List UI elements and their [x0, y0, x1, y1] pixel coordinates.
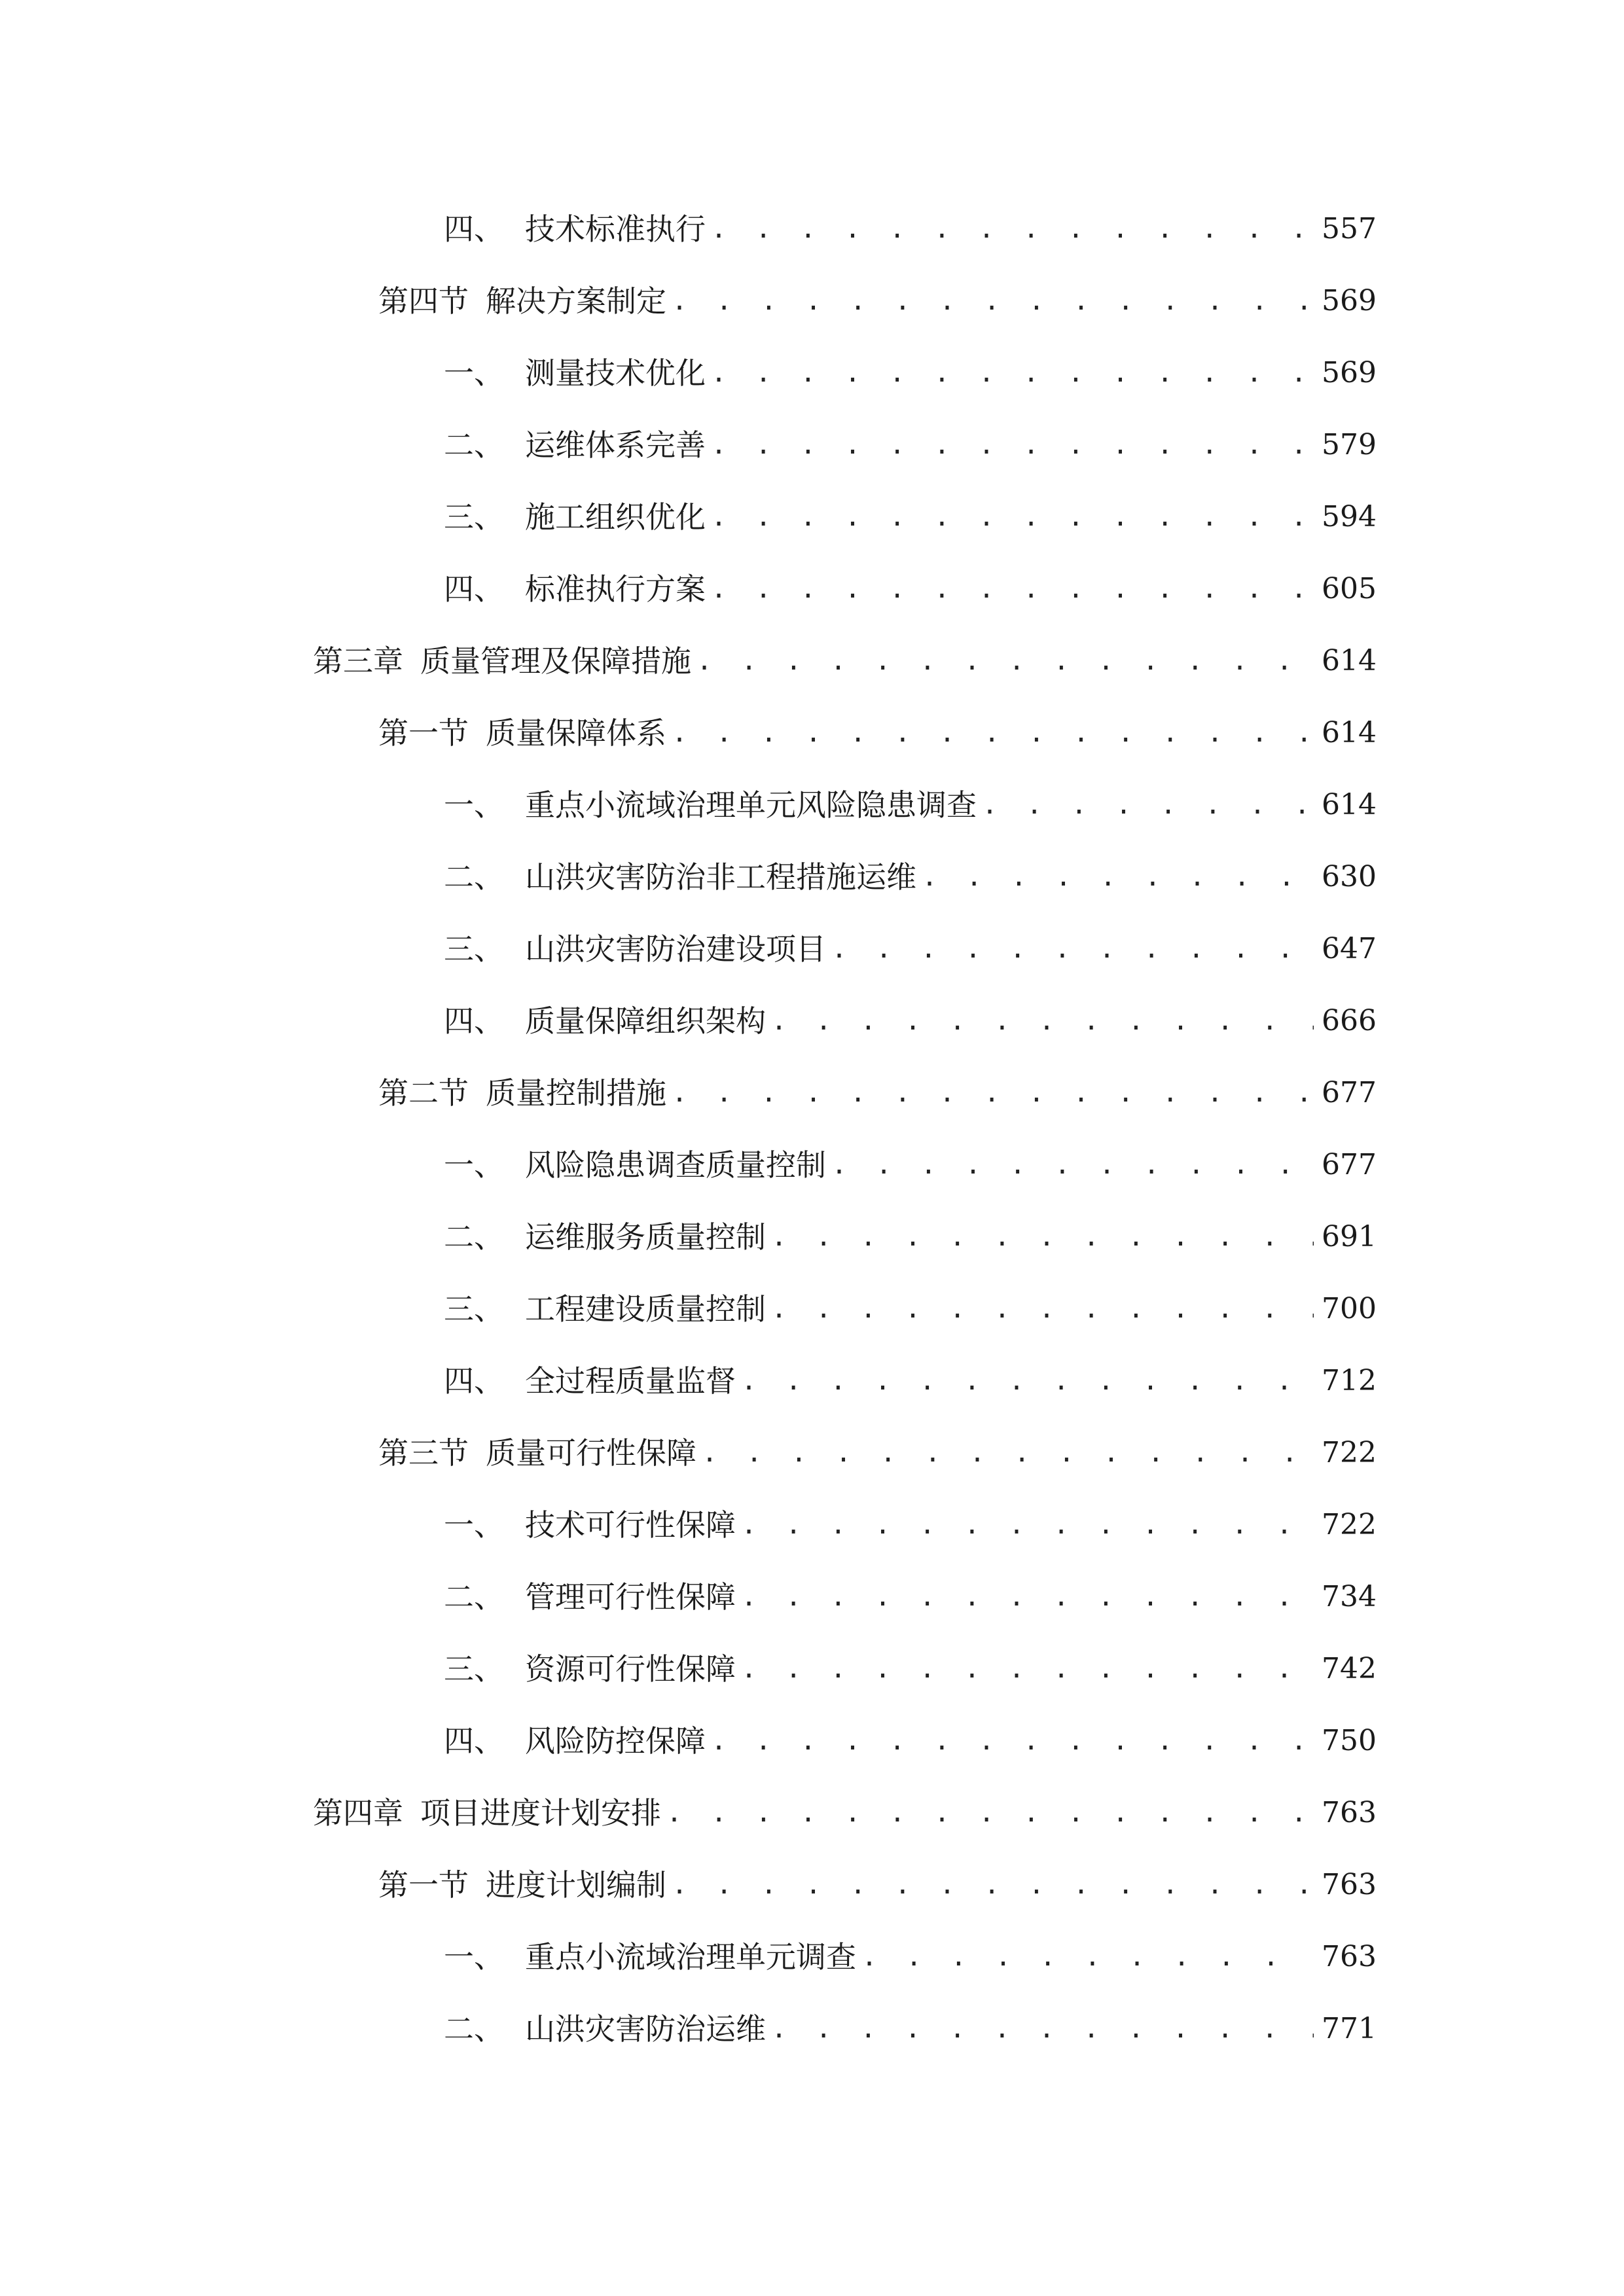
toc-entry-title: 山洪灾害防治运维 [525, 2011, 766, 2047]
toc-entry[interactable] [313, 1787, 1377, 1839]
toc-entry-page: 630 [1322, 860, 1377, 893]
dot-leader [771, 1283, 1314, 1335]
toc-entry[interactable] [444, 203, 1377, 255]
toc-entry[interactable] [313, 635, 1377, 687]
dot-leader [741, 1571, 1314, 1623]
dot-leader [771, 1211, 1314, 1263]
toc-entry-title: 管理可行性保障 [525, 1579, 736, 1615]
toc-entry-number: 第一节 [378, 1867, 469, 1903]
dot-leader [696, 635, 1314, 687]
toc-entry-page: 763 [1322, 1940, 1377, 1973]
toc-entry-number: 四、 [444, 1723, 504, 1759]
toc-entry-page: 557 [1322, 212, 1377, 245]
toc-entry-title: 山洪灾害防治建设项目 [525, 931, 826, 967]
toc-entry-number: 四、 [444, 1363, 504, 1399]
toc-entry-title: 重点小流域治理单元风险隐患调查 [525, 787, 977, 823]
toc-entry-number: 一、 [444, 1147, 504, 1183]
toc-entry[interactable] [444, 995, 1377, 1047]
toc-entry-page: 605 [1322, 572, 1377, 605]
toc-entry[interactable] [444, 563, 1377, 615]
toc-entry-page: 579 [1322, 428, 1377, 461]
toc-entry-number: 第二节 [378, 1075, 469, 1111]
toc-entry[interactable] [444, 923, 1377, 975]
toc-entry-title: 技术标准执行 [525, 211, 706, 247]
toc-entry[interactable] [444, 851, 1377, 903]
toc-entry[interactable] [378, 1067, 1377, 1119]
toc-entry-page: 569 [1322, 284, 1377, 317]
toc-entry-number: 一、 [444, 1939, 504, 1975]
dot-leader [666, 1787, 1314, 1839]
toc-entry-title: 全过程质量监督 [525, 1363, 736, 1399]
dot-leader [861, 1931, 1314, 1983]
toc-entry-number: 三、 [444, 1651, 504, 1687]
toc-entry-page: 647 [1322, 932, 1377, 965]
dot-leader [711, 203, 1314, 255]
toc-entry[interactable] [444, 1571, 1377, 1623]
dot-leader [831, 923, 1314, 975]
toc-entry[interactable] [444, 1211, 1377, 1263]
toc-entry-title: 资源可行性保障 [525, 1651, 736, 1687]
toc-entry-number: 第一节 [378, 715, 469, 751]
toc-entry-title: 质量可行性保障 [486, 1435, 696, 1471]
toc-entry-page: 691 [1322, 1220, 1377, 1253]
toc-entry-title: 测量技术优化 [525, 355, 706, 391]
toc-entry-page: 700 [1322, 1292, 1377, 1325]
toc-entry-page: 594 [1322, 500, 1377, 533]
toc-entry-number: 第三节 [378, 1435, 469, 1471]
toc-entry[interactable] [378, 707, 1377, 759]
toc-entry-number: 二、 [444, 2011, 504, 2047]
toc-entry-page: 763 [1322, 1868, 1377, 1901]
dot-leader [922, 851, 1314, 903]
toc-entry-title: 技术可行性保障 [525, 1507, 736, 1543]
toc-entry[interactable] [444, 1643, 1377, 1695]
toc-entry-number: 三、 [444, 1291, 504, 1327]
toc-entry-page: 763 [1322, 1796, 1377, 1829]
toc-entry-title: 解决方案制定 [486, 283, 666, 319]
toc-entry[interactable] [378, 1427, 1377, 1479]
dot-leader [831, 1139, 1314, 1191]
toc-entry[interactable] [444, 1283, 1377, 1335]
toc-entry[interactable] [444, 491, 1377, 543]
dot-leader [702, 1427, 1314, 1479]
toc-entry-number: 二、 [444, 859, 504, 895]
toc-entry-title: 山洪灾害防治非工程措施运维 [525, 859, 916, 895]
toc-entry-number: 四、 [444, 571, 504, 607]
toc-entry[interactable] [378, 1859, 1377, 1911]
dot-leader [672, 1067, 1314, 1119]
dot-leader [741, 1643, 1314, 1695]
toc-entry-title: 重点小流域治理单元调查 [525, 1939, 856, 1975]
toc-entry-title: 标准执行方案 [525, 571, 706, 607]
dot-leader [771, 2003, 1314, 2055]
toc-entry[interactable] [378, 275, 1377, 327]
toc-entry-page: 614 [1322, 644, 1377, 677]
toc-entry-page: 750 [1322, 1724, 1377, 1757]
toc-entry-number: 第四章 [313, 1795, 403, 1831]
toc-entry[interactable] [444, 779, 1377, 831]
toc-entry[interactable] [444, 1715, 1377, 1767]
toc-entry-number: 一、 [444, 355, 504, 391]
toc-entry-number: 第四节 [378, 283, 469, 319]
dot-leader [672, 275, 1314, 327]
toc-entry-page: 666 [1322, 1004, 1377, 1037]
toc-entry-title: 项目进度计划安排 [420, 1795, 661, 1831]
toc-entry-title: 风险防控保障 [525, 1723, 706, 1759]
dot-leader [672, 1859, 1314, 1911]
toc-entry-title: 运维体系完善 [525, 427, 706, 463]
dot-leader [711, 491, 1314, 543]
toc-entry-page: 677 [1322, 1148, 1377, 1181]
toc-entry-number: 二、 [444, 1219, 504, 1255]
toc-entry-page: 734 [1322, 1580, 1377, 1613]
toc-entry[interactable] [444, 419, 1377, 471]
toc-entry-title: 工程建设质量控制 [525, 1291, 766, 1327]
toc-entry-title: 质量管理及保障措施 [420, 643, 691, 679]
toc-entry[interactable] [444, 1931, 1377, 1983]
toc-entry[interactable] [444, 1139, 1377, 1191]
toc-entry-title: 风险隐患调查质量控制 [525, 1147, 826, 1183]
toc-entry-number: 二、 [444, 427, 504, 463]
toc-entry-title: 进度计划编制 [486, 1867, 666, 1903]
toc-entry-title: 质量保障体系 [486, 715, 666, 751]
toc-entry-number: 一、 [444, 1507, 504, 1543]
toc-entry-title: 运维服务质量控制 [525, 1219, 766, 1255]
toc-entry-number: 四、 [444, 211, 504, 247]
toc-entry-page: 569 [1322, 356, 1377, 389]
toc-entry-page: 712 [1322, 1364, 1377, 1397]
toc-entry[interactable] [444, 347, 1377, 399]
dot-leader [982, 779, 1314, 831]
toc-entry[interactable] [444, 2003, 1377, 2055]
toc-entry-title: 质量保障组织架构 [525, 1003, 766, 1039]
toc-entry-title: 施工组织优化 [525, 499, 706, 535]
toc-entry-page: 722 [1322, 1436, 1377, 1469]
toc-entry-page: 677 [1322, 1076, 1377, 1109]
toc-entry-title: 质量控制措施 [486, 1075, 666, 1111]
toc-entry-page: 614 [1322, 788, 1377, 821]
toc-entry-number: 第三章 [313, 643, 403, 679]
dot-leader [771, 995, 1314, 1047]
toc-entry[interactable] [444, 1355, 1377, 1407]
dot-leader [711, 419, 1314, 471]
dot-leader [711, 563, 1314, 615]
dot-leader [711, 347, 1314, 399]
toc-entry-number: 三、 [444, 931, 504, 967]
toc-entry-page: 722 [1322, 1508, 1377, 1541]
toc-entry[interactable] [444, 1499, 1377, 1551]
dot-leader [741, 1355, 1314, 1407]
dot-leader [711, 1715, 1314, 1767]
toc-entry-number: 二、 [444, 1579, 504, 1615]
toc-entry-number: 一、 [444, 787, 504, 823]
toc-entry-page: 771 [1322, 2012, 1377, 2045]
dot-leader [672, 707, 1314, 759]
toc-entry-page: 742 [1322, 1652, 1377, 1685]
toc-entry-page: 614 [1322, 716, 1377, 749]
toc-entry-number: 四、 [444, 1003, 504, 1039]
toc-entry-number: 三、 [444, 499, 504, 535]
dot-leader [741, 1499, 1314, 1551]
